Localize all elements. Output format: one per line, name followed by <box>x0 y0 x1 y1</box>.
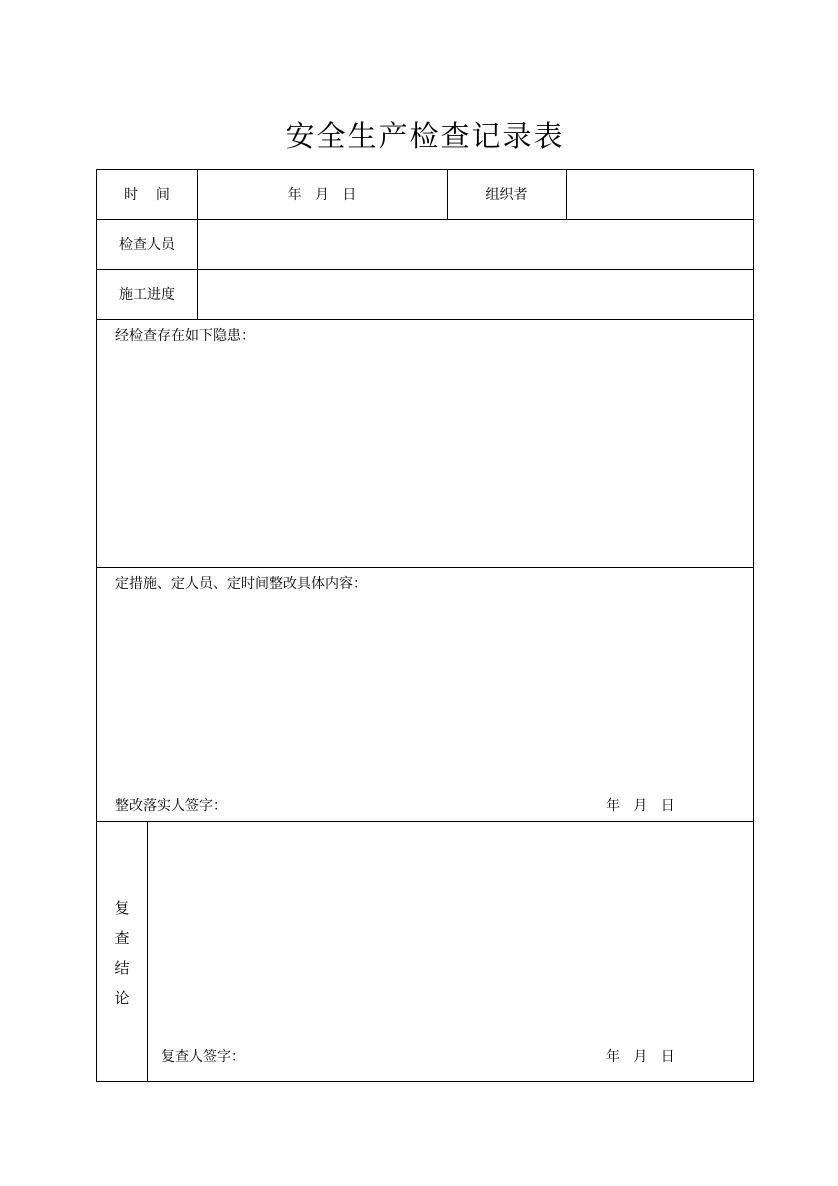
organizer-label: 组织者 <box>485 187 528 203</box>
review-label-char: 结 <box>114 959 130 977</box>
row-divider <box>97 269 753 270</box>
review-label-char: 复 <box>114 899 130 917</box>
time-label: 时 间 <box>124 187 170 203</box>
row-divider <box>97 821 753 822</box>
rectification-date[interactable]: 年 月 日 <box>606 798 675 814</box>
progress-label: 施工进度 <box>119 287 175 303</box>
row-divider <box>97 567 753 568</box>
hazards-label: 经检查存在如下隐患： <box>115 328 255 344</box>
inspection-record-table <box>96 169 754 1082</box>
inspectors-label: 检查人员 <box>119 237 175 253</box>
row-divider <box>97 219 753 220</box>
review-date[interactable]: 年 月 日 <box>606 1049 675 1065</box>
reviewer-signer-label: 复查人签字： <box>161 1049 245 1065</box>
date-field[interactable]: 年 月 日 <box>287 187 357 203</box>
review-label-char: 论 <box>114 989 130 1007</box>
review-label-char: 查 <box>114 929 130 947</box>
row-divider <box>97 319 753 320</box>
rectification-signer-label: 整改落实人签字： <box>115 798 227 814</box>
column-divider <box>566 170 567 219</box>
column-divider <box>147 821 148 1082</box>
rectification-label: 定措施、定人员、定时间整改具体内容： <box>115 576 367 592</box>
review-conclusion-label <box>97 893 147 1013</box>
page-title: 安全生产检查记录表 <box>285 119 565 153</box>
